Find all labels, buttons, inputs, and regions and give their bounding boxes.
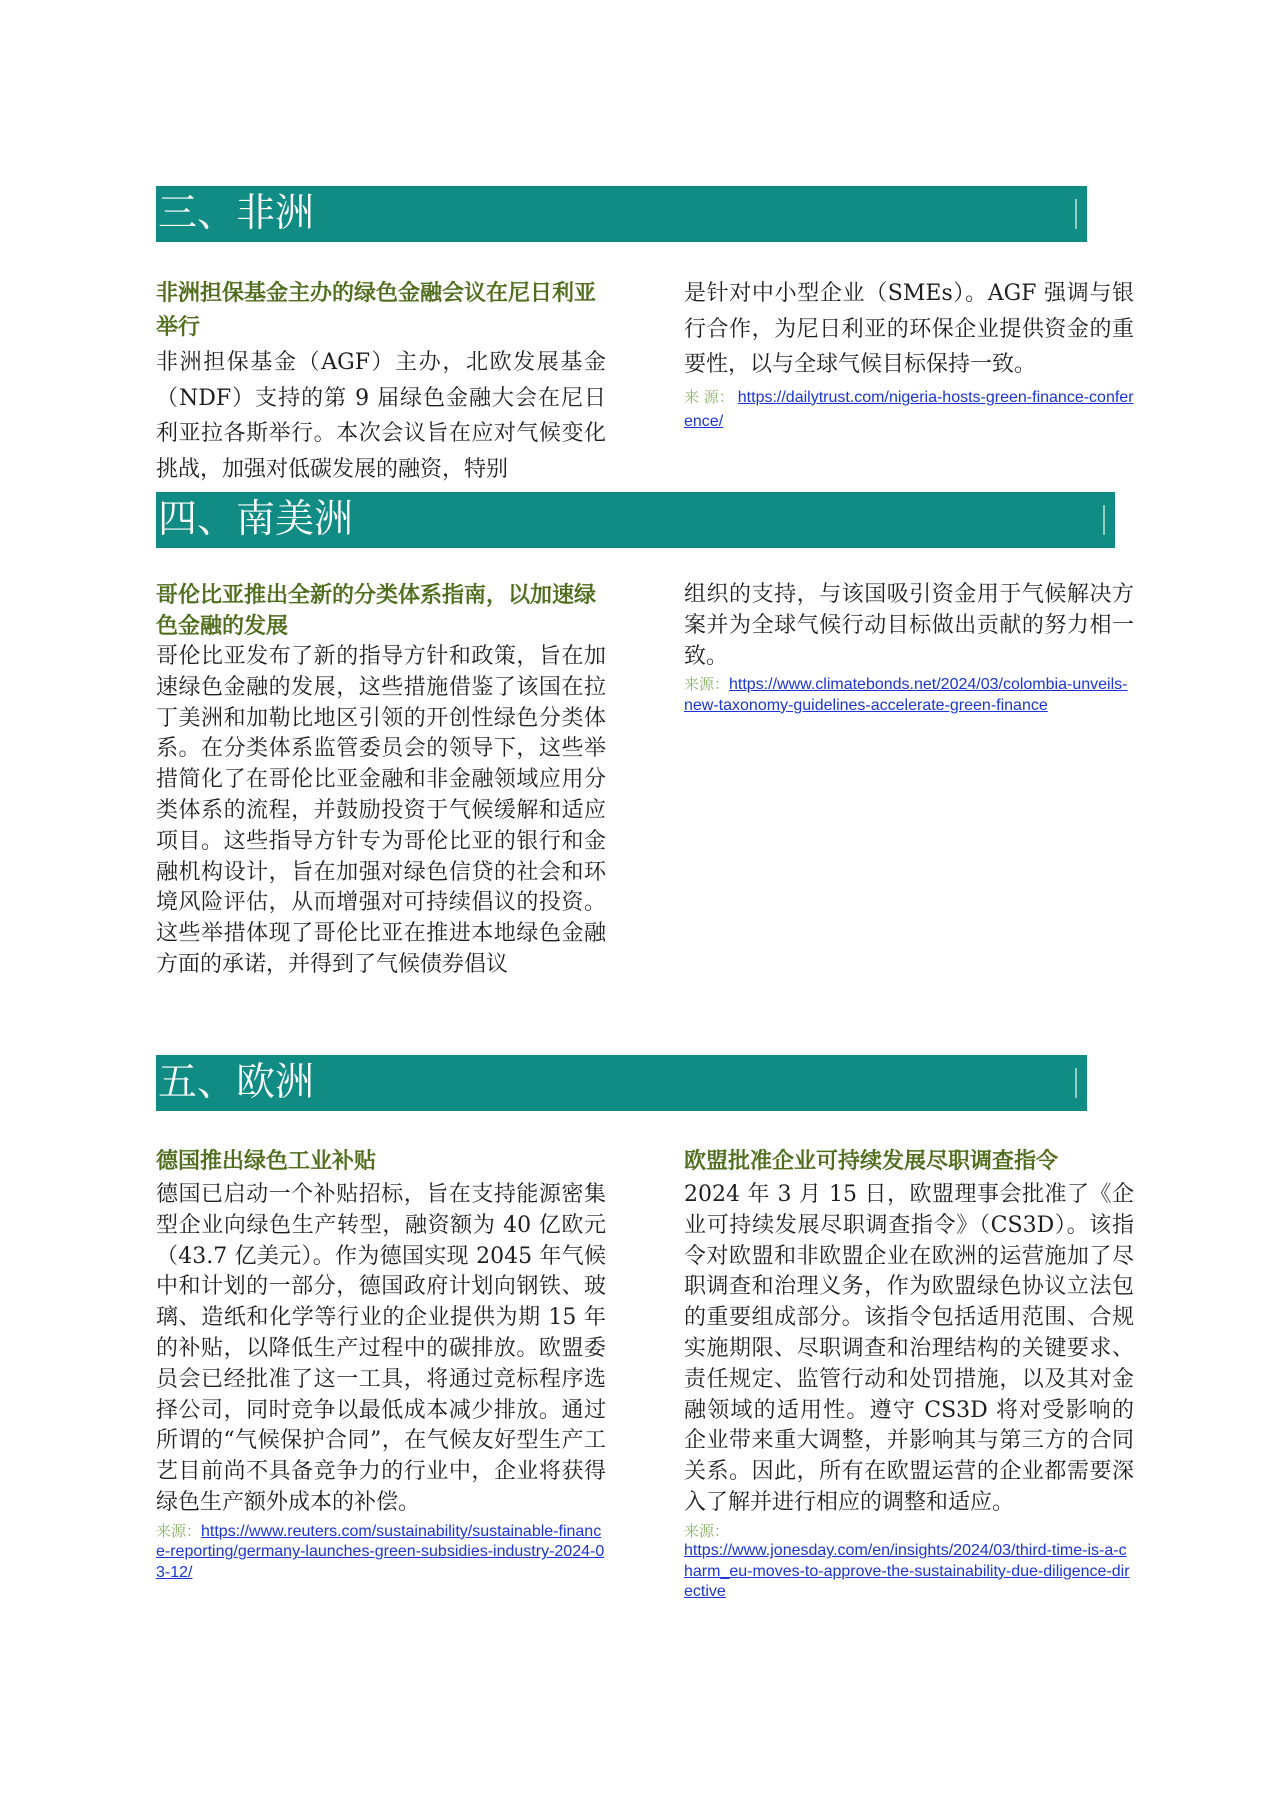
source-link[interactable]: https://www.climatebonds.net/2024/03/colombia-unveils-new-taxonomy-guidelines-accelerate-green-finance xyxy=(684,676,1128,714)
section-header-south-america xyxy=(156,492,1115,548)
header-bar-divider xyxy=(1103,505,1105,535)
article-heading: 欧盟批准企业可持续发展尽职调查指令 xyxy=(684,1149,1059,1174)
article-heading: 德国推出绿色工业补贴 xyxy=(156,1149,377,1174)
article-source xyxy=(684,674,1134,716)
header-bar-divider xyxy=(1075,199,1077,229)
article-heading: 非洲担保基金主办的绿色金融会议在尼日利亚举行 xyxy=(156,281,597,340)
article-germany xyxy=(156,1144,606,1583)
section-title: 五、欧洲 xyxy=(158,1060,315,1105)
article-body-continued: 组织的支持，与该国吸引资金用于气候解决方案并为全球气候行动目标做出贡献的努力相一致。 xyxy=(684,582,1134,669)
section-title: 三、非洲 xyxy=(158,191,315,236)
article-body-continued: 是针对中小型企业（SMEs）。AGF 强调与银行合作，为尼日利亚的环保企业提供资金的重要性，以与全球气候目标保持一致。 xyxy=(684,281,1134,377)
article-source xyxy=(684,385,1134,434)
source-label: 来源： xyxy=(684,675,730,694)
article-colombia-left-column xyxy=(156,580,606,981)
section-header-africa xyxy=(156,186,1087,242)
article-body: 2024 年 3 月 15 日，欧盟理事会批准了《企业可持续发展尽职调查指令》（CS3D）。该指令对欧盟和非欧盟企业在欧洲的运营施加了尽职调查和治理义务，作为欧盟绿色协议立法包的重要组成部分。该指令包括适用范围、合规实施期限、尽职调查和治理结构的关键要求、责任规定、监管行动和处罚措施，以及其对金融领域的适用性。遵守 CS3D 将对受影响的企业带来重大调整，并影响其与第三方的合同关系。因此，所有在欧盟运营的企业都需要深入了解并进行相应的调整和适应。 xyxy=(684,1182,1134,1515)
article-body: 非洲担保基金（AGF）主办，北欧发展基金（NDF）支持的第 9 届绿色金融大会在尼日利亚拉各斯举行。本次会议旨在应对气候变化挑战，加强对低碳发展的融资，特别 xyxy=(156,350,606,482)
article-colombia-right-column xyxy=(684,580,1134,716)
section-title: 四、南美洲 xyxy=(158,497,354,542)
section-header-europe xyxy=(156,1055,1087,1111)
article-heading: 哥伦比亚推出全新的分类体系指南，以加速绿色金融的发展 xyxy=(156,583,597,639)
article-body: 德国已启动一个补贴招标，旨在支持能源密集型企业向绿色生产转型，融资额为 40 亿欧元（43.7 亿美元）。作为德国实现 2045 年气候中和计划的一部分，德国政府计划向钢铁、玻璃、造纸和化学等行业的企业提供为期 15 年的补贴，以降低生产过程中的碳排放。欧盟委员会已经批准了这一工具，将通过竞标程序选择公司，同时竞争以最低成本减少排放。通过所谓的“气候保护合同”，在气候友好型生产工艺目前尚不具备竞争力的行业中，企业将获得绿色生产额外成本的补偿。 xyxy=(156,1182,606,1515)
article-africa-right-column xyxy=(684,276,1134,434)
source-label: 来源： xyxy=(156,1521,202,1540)
article-africa-left-column xyxy=(156,277,606,487)
article-body: 哥伦比亚发布了新的指导方针和政策，旨在加速绿色金融的发展，这些措施借鉴了该国在拉丁美洲和加勒比地区引领的开创性绿色分类体系。在分类体系监管委员会的领导下，这些举措简化了在哥伦比亚金融和非金融领域应用分类体系的流程，并鼓励投资于气候缓解和适应项目。这些指导方针专为哥伦比亚的银行和金融机构设计，旨在加强对绿色信贷的社会和环境风险评估，从而增强对可持续倡议的投资。这些举措体现了哥伦比亚在推进本地绿色金融方面的承诺，并得到了气候债券倡议 xyxy=(156,644,606,977)
article-source xyxy=(684,1521,1134,1603)
source-label: 来源： xyxy=(684,1521,730,1540)
source-label: 来 源： xyxy=(684,387,734,406)
source-link[interactable]: https://www.jonesday.com/en/insights/2024/03/third-time-is-a-charm_eu-moves-to-approve-the-sustainability-due-diligence-directive xyxy=(684,1542,1130,1601)
source-link[interactable]: https://dailytrust.com/nigeria-hosts-green-finance-conference/ xyxy=(684,388,1134,430)
header-bar-divider xyxy=(1075,1068,1077,1098)
article-eu-cs3d xyxy=(684,1144,1134,1603)
source-link[interactable]: https://www.reuters.com/sustainability/sustainable-finance-reporting/germany-launches-green-subsidies-industry-2024-03-12/ xyxy=(156,1522,605,1581)
article-source xyxy=(156,1521,606,1584)
